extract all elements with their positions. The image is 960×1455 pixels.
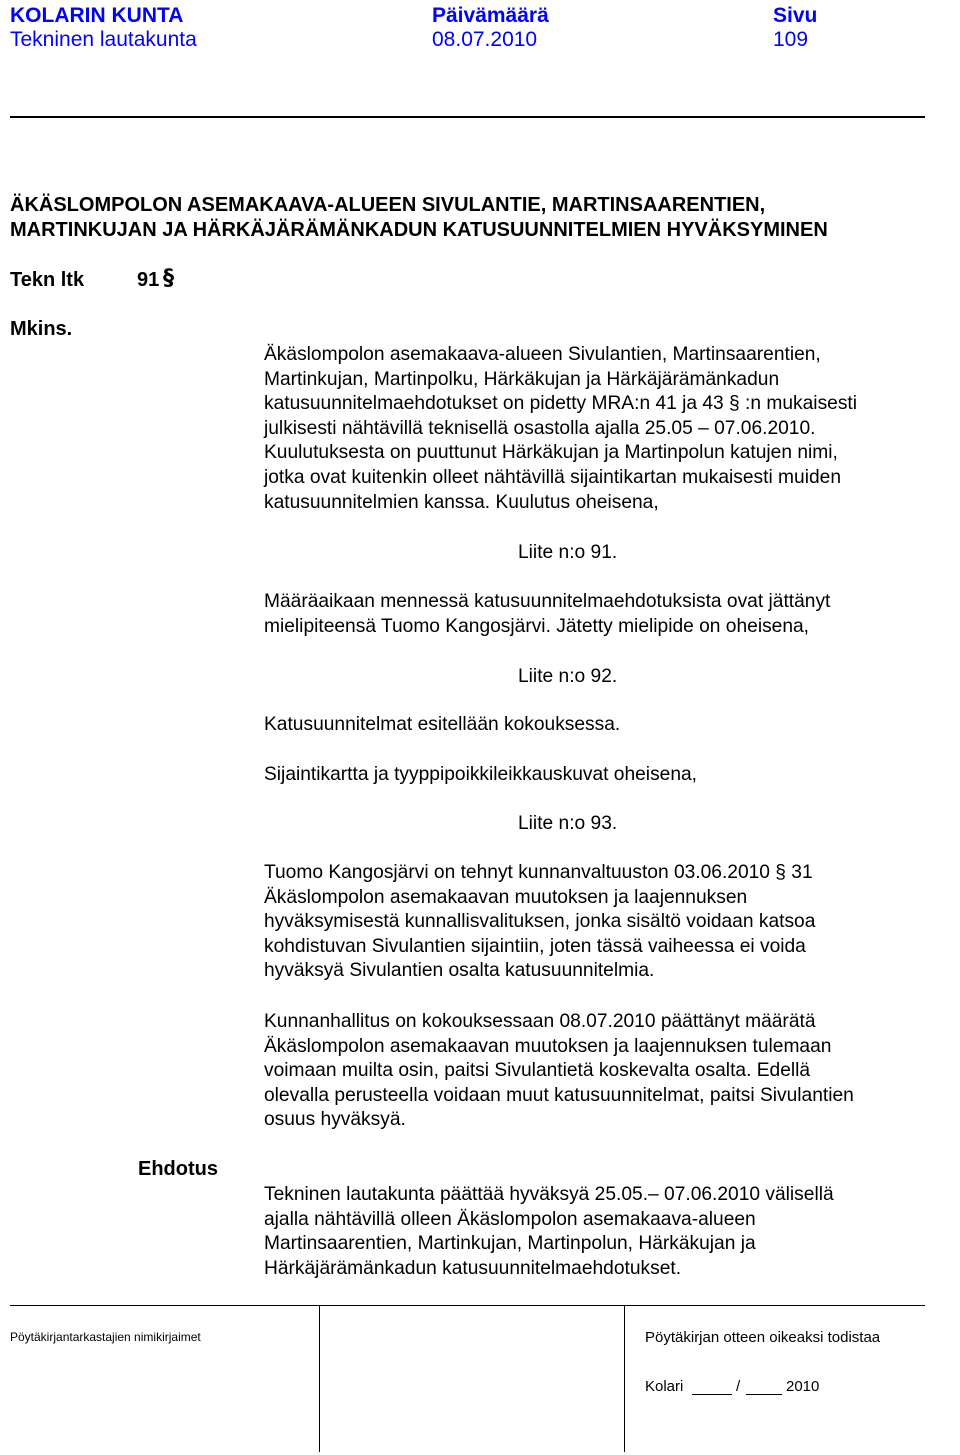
footer-divider-right: [624, 1305, 625, 1452]
text-line: Kunnanhallitus on kokouksessaan 08.07.2010 päättänyt määrätä: [264, 1011, 816, 1032]
org-name: KOLARIN KUNTA: [10, 4, 184, 27]
text-line: Äkäslompolon asemakaavan muutoksen ja laajennuksen: [264, 886, 748, 908]
document-title-line-2: MARTINKUJAN JA HÄRKÄJÄRÄMÄNKADUN KATUSUUNNITELMIEN HYVÄKSYMINEN: [10, 219, 828, 241]
attachment-91: Liite n:o 91.: [518, 542, 618, 563]
paragraph-proposal: [264, 1183, 834, 1281]
ehdotus-label: Ehdotus: [138, 1158, 218, 1180]
page-label: Sivu: [773, 4, 818, 27]
attachment-92: Liite n:o 92.: [518, 666, 618, 687]
text-line: hyväksymisestä kunnallisvalituksen, jonka sisältö voidaan katsoa: [264, 911, 816, 933]
text-line: Määräaikaan mennessä katusuunnitelmaehdotuksista ovat jättänyt: [264, 591, 831, 612]
text-line: Tuomo Kangosjärvi on tehnyt kunnanvaltuuston 03.06.2010 § 31: [264, 862, 813, 883]
text-line: kohdistuvan Sivulantien sijaintiin, joten tässä vaiheessa ei voida: [264, 935, 806, 957]
paragraph-opinions: [264, 590, 830, 639]
text-line: Äkäslompolon asemakaava-alueen Sivulantien, Martinsaarentien,: [264, 344, 821, 365]
text-line: voimaan muilta osin, paitsi Sivulantietä koskevalta osalta. Edellä: [264, 1060, 811, 1082]
document-title-line-1: ÄKÄSLOMPOLON ASEMAKAAVA-ALUEEN SIVULANTIE, MARTINSAARENTIEN,: [10, 194, 766, 216]
footer-day-line: [692, 1394, 732, 1395]
committee-name: Tekninen lautakunta: [10, 28, 197, 51]
paragraph-board-decision: [264, 1010, 854, 1133]
text-line: osuus hyväksyä.: [264, 1109, 406, 1131]
paragraph-publication: [264, 343, 857, 515]
footer-rule: [10, 1305, 925, 1306]
footer-month-line: [746, 1394, 782, 1395]
text-line: Martinsaarentien, Martinkujan, Martinpolun, Härkäkujan ja: [264, 1233, 756, 1255]
mkins-label: Mkins.: [10, 318, 73, 340]
signatures-label: Pöytäkirjantarkastajien nimikirjaimet: [10, 1330, 201, 1344]
attachment-93: Liite n:o 93.: [518, 813, 618, 834]
paragraph-presentation: Katusuunnitelmat esitellään kokouksessa.: [264, 714, 621, 735]
text-line: jotka ovat kuitenkin olleet nähtävillä sijaintikartan mukaisesti muiden: [264, 466, 841, 488]
text-line: Tekninen lautakunta päättää hyväksyä 25.05.– 07.06.2010 välisellä: [264, 1184, 834, 1205]
text-line: julkisesti nähtävillä teknisellä osastolla ajalla 25.05 – 07.06.2010.: [264, 417, 816, 439]
text-line: Äkäslompolon asemakaavan muutoksen ja laajennuksen tulemaan: [264, 1035, 832, 1057]
page-number: 109: [773, 28, 809, 51]
text-line: Martinkujan, Martinpolku, Härkäkujan ja Härkäjärämänkadun: [264, 368, 780, 390]
text-line: katusuunnitelmien kanssa. Kuulutus oheisena,: [264, 491, 659, 513]
section-code: Tekn ltk: [10, 269, 85, 291]
text-line: katusuunnitelmaehdotukset on pidetty MRA:n 41 ja 43 § :n mukaisesti: [264, 393, 858, 415]
footer-divider-left: [319, 1305, 320, 1452]
footer-place: Kolari: [645, 1378, 684, 1395]
text-line: olevalla perusteella voidaan muut katusuunnitelmat, paitsi Sivulantien: [264, 1084, 854, 1106]
header-rule: [10, 116, 925, 118]
paragraph-maps: Sijaintikartta ja tyyppipoikkileikkauskuvat oheisena,: [264, 764, 698, 785]
text-line: hyväksyä Sivulantien osalta katusuunnitelmia.: [264, 960, 655, 982]
section-symbol: §: [163, 266, 174, 291]
footer-year: 2010: [786, 1378, 820, 1395]
date-label: Päivämäärä: [432, 4, 549, 27]
date-value: 08.07.2010: [432, 28, 538, 51]
text-line: Kuulutuksesta on puuttunut Härkäkujan ja Martinpolun katujen nimi,: [264, 442, 838, 464]
text-line: ajalla nähtävillä olleen Äkäslompolon asemakaava-alueen: [264, 1208, 756, 1230]
text-line: Härkäjärämänkadun katusuunnitelmaehdotukset.: [264, 1257, 682, 1279]
paragraph-appeal: [264, 861, 815, 984]
section-number: 91: [137, 269, 160, 291]
text-line: mielipiteensä Tuomo Kangosjärvi. Jätetty mielipide on oheisena,: [264, 615, 810, 637]
footer-slash: /: [736, 1378, 741, 1395]
certified-label: Pöytäkirjan otteen oikeaksi todistaa: [645, 1329, 881, 1346]
